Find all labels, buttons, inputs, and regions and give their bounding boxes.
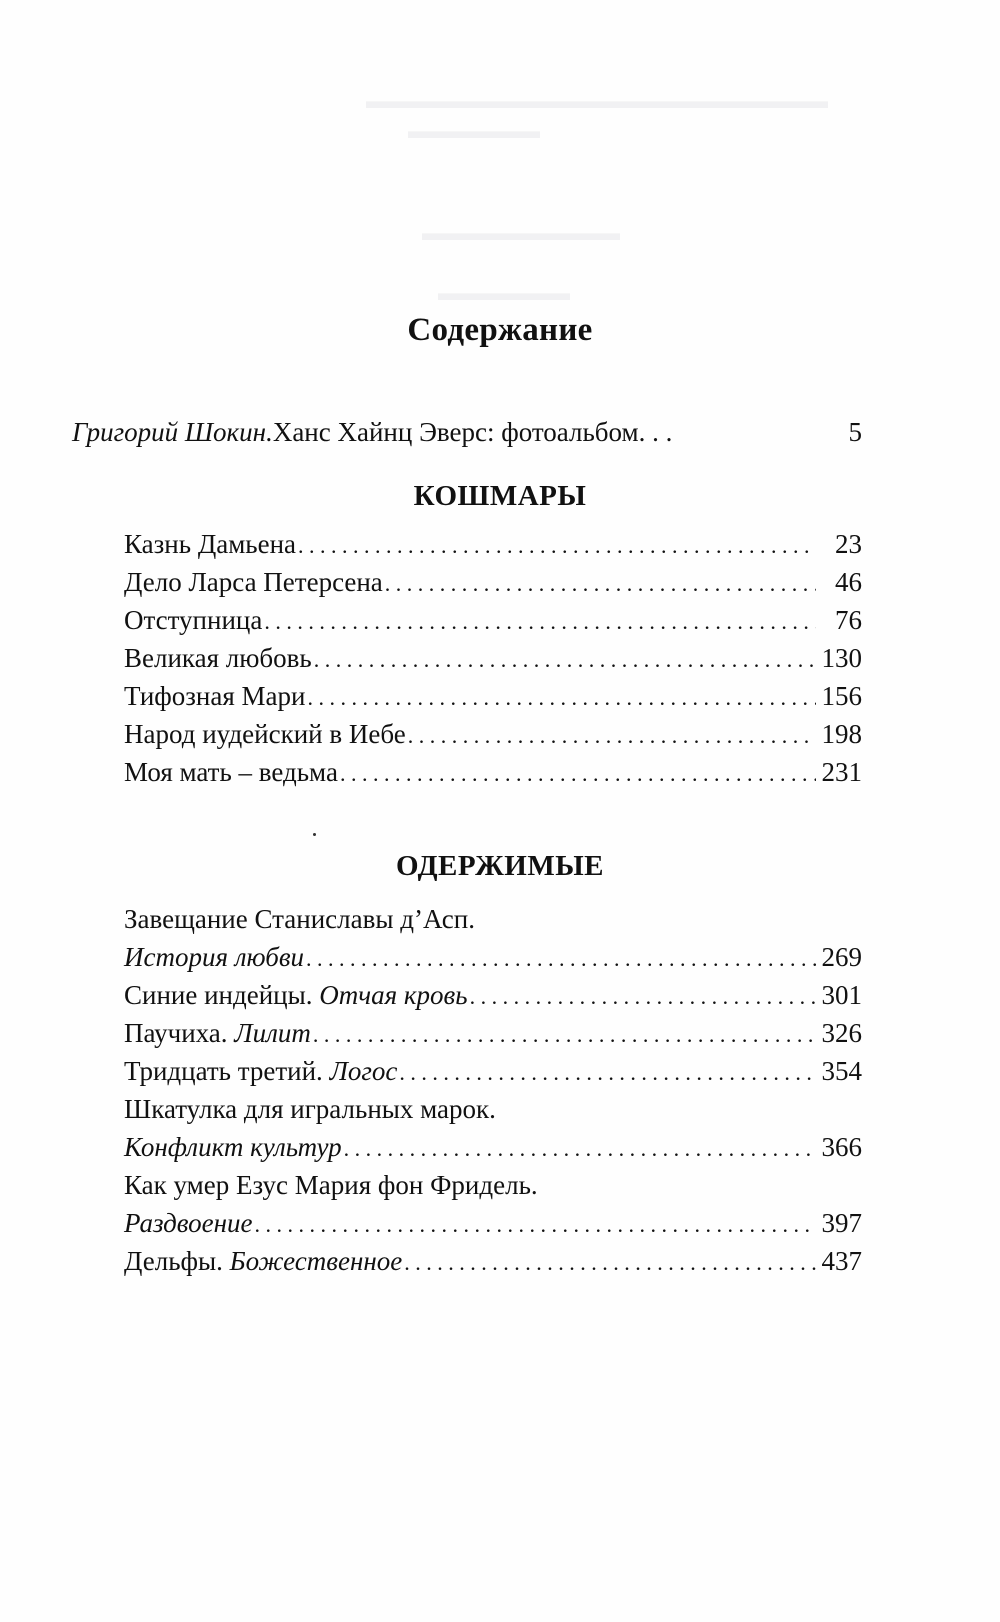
entry-page-number: 326 <box>821 1018 862 1048</box>
toc-intro-entry <box>72 417 862 448</box>
entry-page-number: 366 <box>821 1132 862 1162</box>
dot-leader <box>344 1130 816 1168</box>
dot-leader <box>313 1016 816 1054</box>
bleed-through-text: ▬▬▬▬▬▬ <box>408 118 540 143</box>
toc-entry <box>124 677 862 715</box>
entry-title: Тридцать третий. <box>124 1056 330 1086</box>
intro-leader: . . . <box>638 417 673 447</box>
entry-subtitle: Лилит <box>234 1018 311 1048</box>
entry-title: Казнь Дамьена <box>124 529 297 559</box>
toc-entry <box>124 1014 862 1052</box>
bleed-through-text: ▬▬▬▬▬▬▬▬▬▬▬▬▬▬▬▬▬▬▬▬▬ <box>366 88 828 113</box>
entry-title: Шкатулка для игральных марок. <box>124 1094 496 1124</box>
entry-subtitle: Конфликт культур <box>124 1132 342 1162</box>
section-heading-oderzhimye: ОДЕРЖИМЫЕ <box>395 850 605 882</box>
dot-leader <box>408 717 816 755</box>
toc-entry <box>124 900 862 938</box>
dot-leader <box>306 940 816 978</box>
entry-page-number: 23 <box>835 529 862 559</box>
entry-page-number: 130 <box>821 643 862 673</box>
bleed-through-text: ▬▬▬▬▬▬▬▬▬ <box>422 220 620 245</box>
page-title: Содержание <box>407 312 593 348</box>
toc-entry <box>124 563 862 601</box>
entry-page-number: 269 <box>821 942 862 972</box>
dot-leader <box>298 527 816 565</box>
entry-title: Моя мать – ведьма <box>124 757 338 787</box>
entry-page-number: 397 <box>821 1208 862 1238</box>
toc-entry <box>124 753 862 791</box>
dot-leader <box>314 641 816 679</box>
entry-subtitle: Логос <box>329 1056 398 1086</box>
toc-entry <box>124 1052 862 1090</box>
entry-title: Дело Ларса Петерсена <box>124 567 383 597</box>
toc-entry <box>124 601 862 639</box>
entry-page-number: 46 <box>835 567 862 597</box>
dot-leader <box>404 1244 816 1282</box>
toc-entry <box>124 525 862 563</box>
section-heading-koshmary: КОШМАРЫ <box>413 480 587 512</box>
intro-title: Ханс Хайнц Эверс: фотоальбом <box>272 417 639 447</box>
toc-entry <box>124 639 862 677</box>
entry-title: Отступница <box>124 605 263 635</box>
toc-entry <box>124 1166 862 1204</box>
intro-author: Григорий Шокин. <box>72 417 273 447</box>
toc-section-koshmary <box>124 525 862 791</box>
dot-leader <box>255 1206 816 1244</box>
dot-leader <box>385 565 816 603</box>
entry-title: Синие индейцы. <box>124 980 320 1010</box>
entry-page-number: 301 <box>821 980 862 1010</box>
entry-title: Завещание Станиславы д’Асп. <box>124 904 475 934</box>
dot-leader <box>399 1054 816 1092</box>
entry-subtitle: Божественное <box>229 1246 403 1276</box>
toc-entry <box>124 1204 862 1242</box>
entry-subtitle: История любви <box>124 942 305 972</box>
dot-leader <box>264 603 816 641</box>
dot-leader <box>340 755 816 793</box>
intro-page-number: 5 <box>848 417 862 447</box>
bleed-through-text: ▬▬▬▬▬▬ <box>438 280 570 305</box>
entry-page-number: 354 <box>821 1056 862 1086</box>
entry-title: Великая любовь <box>124 643 312 673</box>
entry-title: Тифозная Мари <box>124 681 306 711</box>
print-speck <box>313 833 316 836</box>
entry-page-number: 437 <box>821 1246 862 1276</box>
entry-subtitle: Отчая кровь <box>319 980 468 1010</box>
entry-title: Дельфы. <box>124 1246 230 1276</box>
entry-title: Народ иудейский в Иебе <box>124 719 406 749</box>
entry-title: Паучиха. <box>124 1018 235 1048</box>
dot-leader <box>307 679 816 717</box>
toc-section-oderzhimye <box>124 900 862 1280</box>
entry-title: Как умер Езус Мария фон Фридель. <box>124 1170 538 1200</box>
toc-entry <box>124 976 862 1014</box>
entry-subtitle: Раздвоение <box>124 1208 253 1238</box>
entry-page-number: 76 <box>835 605 862 635</box>
toc-entry <box>124 1090 862 1128</box>
toc-entry <box>124 938 862 976</box>
entry-page-number: 156 <box>821 681 862 711</box>
dot-leader <box>470 978 816 1016</box>
toc-entry <box>124 1128 862 1166</box>
entry-page-number: 198 <box>821 719 862 749</box>
entry-page-number: 231 <box>821 757 862 787</box>
toc-entry <box>124 1242 862 1280</box>
toc-entry <box>124 715 862 753</box>
